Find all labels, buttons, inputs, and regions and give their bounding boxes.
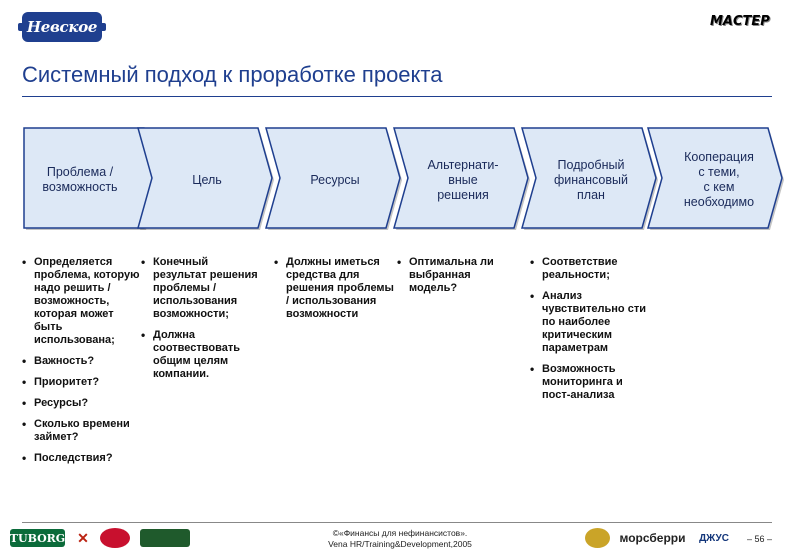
list-item: • Ресурсы? <box>22 397 142 410</box>
chevron-label: Кооперация с теми, с кем необходимо <box>683 150 755 209</box>
list-item: • Приоритет? <box>22 376 142 389</box>
list-item: • Соответствие реальности; <box>530 256 648 282</box>
chevron-step-5 <box>520 126 660 234</box>
chevron-step-4 <box>392 126 532 234</box>
page-title: Системный подход к проработке проекта <box>22 62 443 87</box>
footer-divider <box>22 522 772 523</box>
brand-logo-gold <box>585 528 610 548</box>
chevron-step-6 <box>646 126 786 234</box>
chevron-label: Цель <box>192 172 222 187</box>
chevron-label: Проблема / возможность <box>42 165 118 194</box>
list-item: • Оптимальна ли выбранная модель? <box>397 256 515 295</box>
list-item: • Сколько времени займет? <box>22 418 142 444</box>
list-item: • Определяется проблема, которую надо решить / возможность, которая может быть использована; <box>22 256 142 347</box>
chevron-label: Ресурсы <box>310 172 360 187</box>
column-alternatives <box>397 256 515 303</box>
brand-logo-green <box>140 529 190 547</box>
column-resources <box>274 256 396 329</box>
tuborg-logo: TUBORG <box>10 529 65 547</box>
master-logo: МАСТЕР <box>710 14 770 29</box>
list-item: • Возможность мониторинга и пост-анализа <box>530 363 648 402</box>
title-divider <box>22 96 772 97</box>
brand-logo-cross: ✕ <box>72 529 94 547</box>
column-problem <box>22 256 142 473</box>
chevron-label: Альтернати- вные решения <box>427 157 499 202</box>
column-financial-plan <box>530 256 648 410</box>
page-number: – 56 – <box>746 534 772 544</box>
footer-copyright: ©«Финансы для нефинансистов». Vena HR/Training&Development,2005 <box>328 528 472 549</box>
morsberry-logo: морсберри <box>619 531 686 545</box>
brand-logo-red <box>100 528 130 548</box>
list-item: • Должны иметься средства для решения проблемы / использования возможности <box>274 256 396 321</box>
list-item: • Анализ чувствительно сти по наиболее критическим параметрам <box>530 290 648 355</box>
process-chevrons <box>0 126 800 238</box>
list-item: • Последствия? <box>22 452 142 465</box>
chevron-step-3 <box>264 126 404 234</box>
list-item: • Должна соотвествовать общим целям компании. <box>141 329 261 381</box>
nevskoe-logo: Невское <box>22 12 102 42</box>
list-item: • Конечный результат решения проблемы / использования возможности; <box>141 256 261 321</box>
list-item: • Важность? <box>22 355 142 368</box>
column-goal <box>141 256 261 389</box>
juice-logo: ДЖУС <box>699 532 729 544</box>
chevron-label: Подробный финансовый план <box>554 157 628 202</box>
chevron-step-2 <box>136 126 276 234</box>
